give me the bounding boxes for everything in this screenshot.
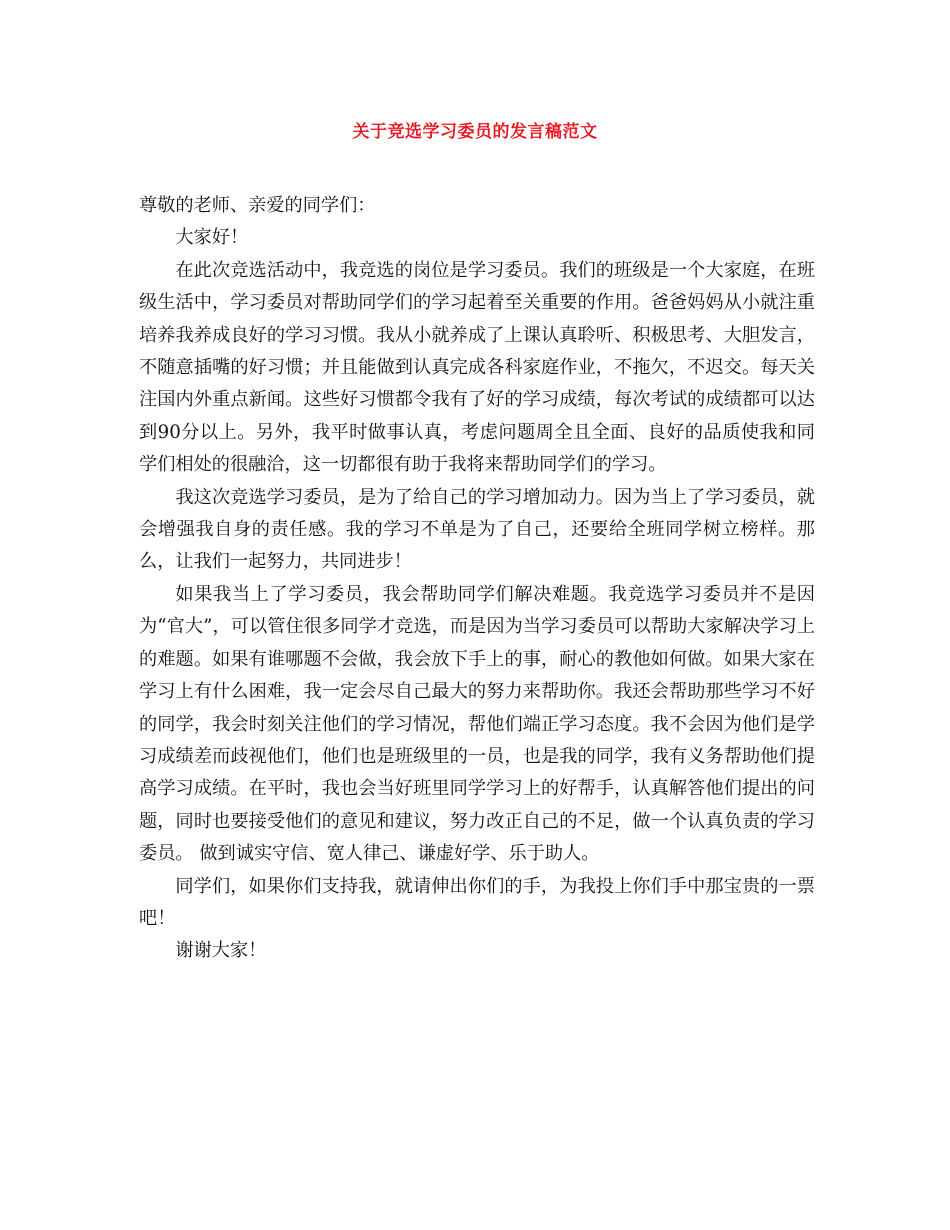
paragraph-introduction: 在此次竞选活动中，我竞选的岗位是学习委员。我们的班级是一个大家庭，在班级生活中，学习委员对帮助同学们的学习起着至关重要的作用。爸爸妈妈从小就注重培养我养成良好的学习习惯。我从小就养成了上课认真聆听、积极思考、大胆发言，不随意插嘴的好习惯；并且能做到认真完成各科家庭作业，不拖欠，不迟交。每天关注国内外重点新闻。这些好习惯都令我有了好的学习成绩，每次考试的成绩都可以达到90分以上。另外，我平时做事认真，考虑问题周全且全面、良好的品质使我和同学们相处的很融洽，这一切都很有助于我将来帮助同学们的学习。	[139, 259, 815, 476]
paragraph-commitment: 如果我当上了学习委员，我会帮助同学们解决难题。我竞选学习委员并不是因为“官大”，可以管住很多同学才竞选，而是因为当学习委员可以帮助大家解决学习上的难题。如果有谁哪题不会做，我会放下手上的事，耐心的教他如何做。如果大家在学习上有什么困难，我一定会尽自己最大的努力来帮助你。我还会帮助那些学习不好的同学，我会时刻关注他们的学习情况，帮他们端正学习态度。我不会因为他们是学习成绩差而歧视他们，他们也是班级里的一员，也是我的同学，我有义务帮助他们提高学习成绩。在平时，我也会当好班里同学学习上的好帮手，认真解答他们提出的问题，同时也要接受他们的意见和建议，努力改正自己的不足，做一个认真负责的学习委员。 做到诚实守信、宽人律己、谦虚好学、乐于助人。	[139, 583, 815, 865]
paragraph-motivation: 我这次竞选学习委员，是为了给自己的学习增加动力。因为当上了学习委员，就会增强我自身的责任感。我的学习不单是为了自己，还要给全班同学树立榜样。那么，让我们一起努力，共同进步！	[139, 486, 815, 573]
paragraph-greeting: 大家好！	[175, 227, 249, 249]
salutation: 尊敬的老师、亲爱的同学们：	[139, 195, 376, 216]
document-body	[139, 190, 815, 968]
paragraph-thanks: 谢谢大家！	[175, 940, 267, 962]
paragraph-appeal: 同学们，如果你们支持我，就请伸出你们的手，为我投上你们手中那宝贵的一票吧！	[139, 875, 815, 929]
document-title: 关于竞选学习委员的发言稿范文	[352, 122, 598, 142]
